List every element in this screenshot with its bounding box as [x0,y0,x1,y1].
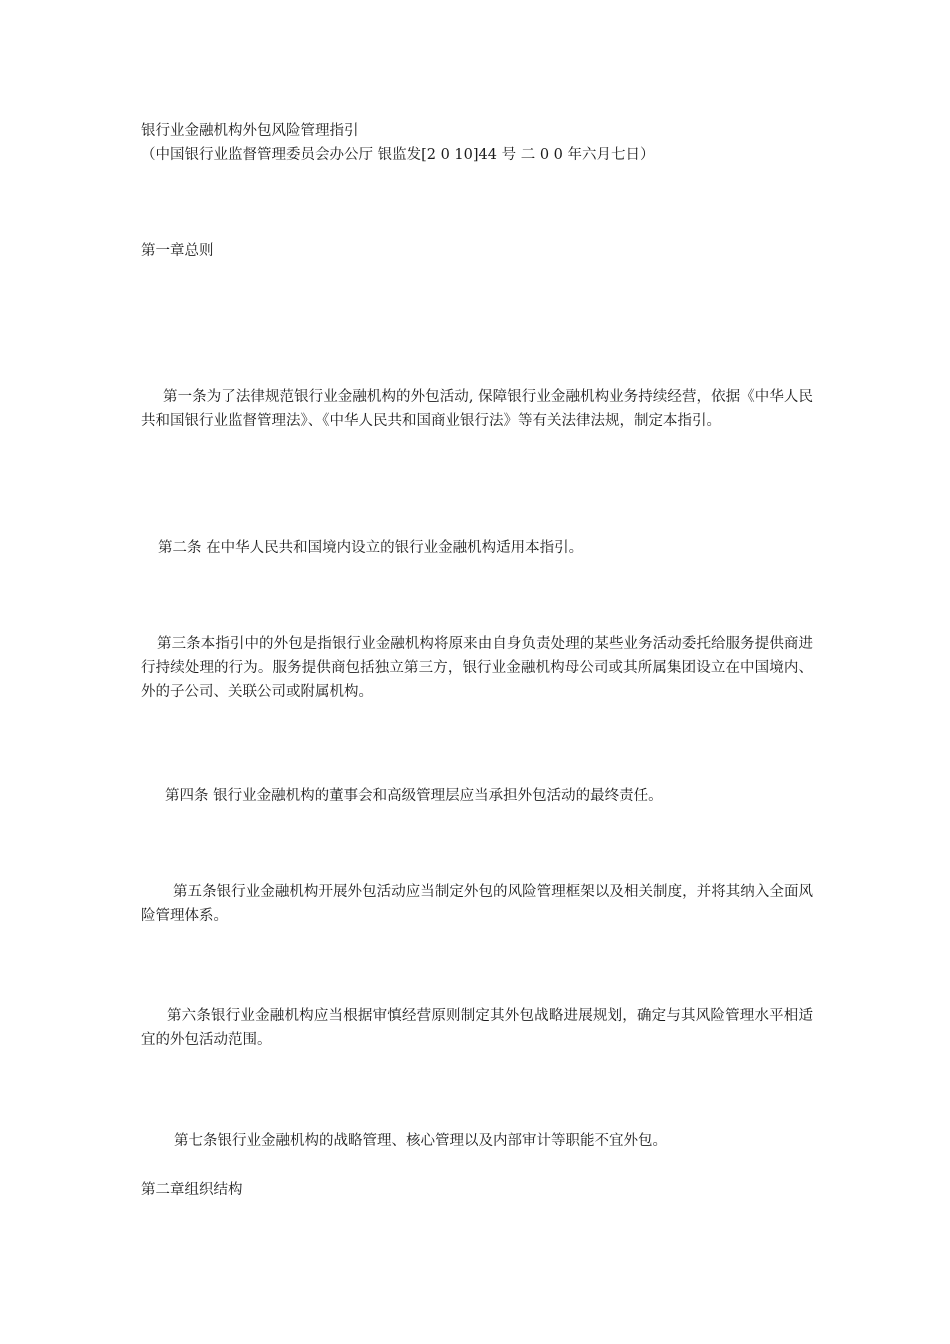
article-3: 第三条本指引中的外包是指银行业金融机构将原来由自身负责处理的某些业务活动委托给服务提供商进行持续处理的行为。服务提供商包括独立第三方，银行业金融机构母公司或其所属集团设立在中国境内、外的子公司、关联公司或附属机构。 [141,636,813,700]
article-6: 第六条银行业金融机构应当根据审慎经营原则制定其外包战略进展规划，确定与其风险管理水平相适宜的外包活动范围。 [141,1008,813,1048]
article-7: 第七条银行业金融机构的战略管理、核心管理以及内部审计等职能不宜外包。 [174,1133,667,1149]
document-subtitle: （中国银行业监督管理委员会办公厅 银监发[2 0 10]44 号 二 0 0 年六月七日） [141,147,655,163]
article-2: 第二条 在中华人民共和国境内设立的银行业金融机构适用本指引。 [158,540,584,556]
article-1: 第一条为了法律规范银行业金融机构的外包活动, 保障银行业金融机构业务持续经营，依据《中华人民共和国银行业监督管理法》、《中华人民共和国商业银行法》等有关法律法规，制定本指引。 [141,389,813,429]
chapter-heading-2: 第二章组织结构 [141,1182,243,1198]
chapter-heading-1: 第一章总则 [141,243,214,259]
article-4: 第四条 银行业金融机构的董事会和高级管理层应当承担外包活动的最终责任。 [165,788,663,804]
article-5: 第五条银行业金融机构开展外包活动应当制定外包的风险管理框架以及相关制度，并将其纳入全面风险管理体系。 [141,884,813,924]
document-title: 银行业金融机构外包风险管理指引 [141,123,359,139]
